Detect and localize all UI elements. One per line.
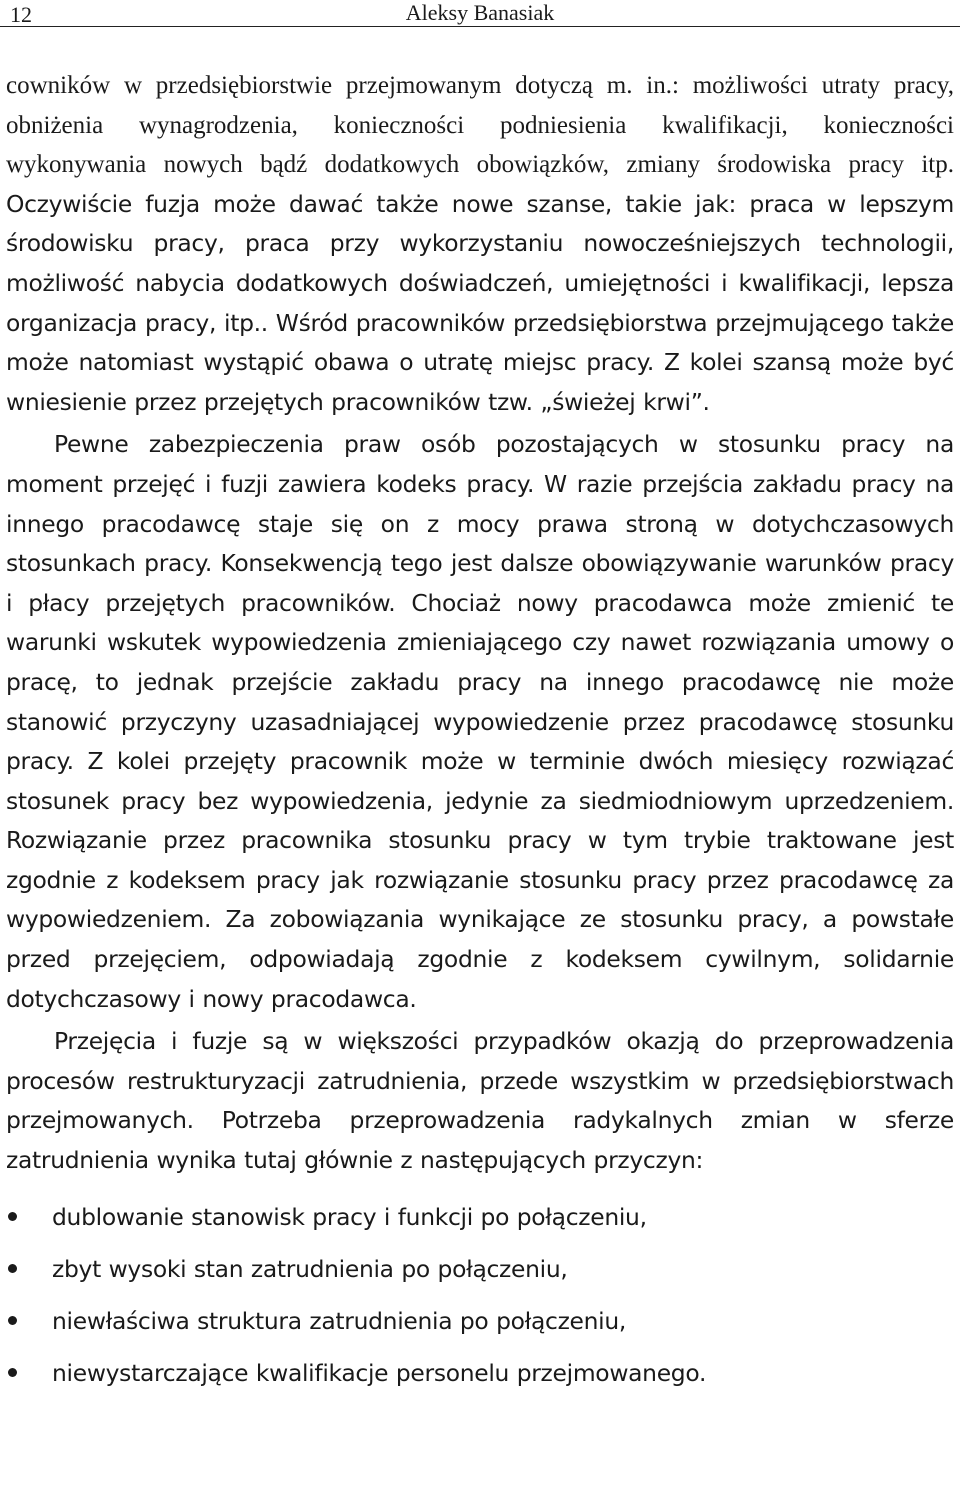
list-item-text: zbyt wysoki stan zatrudnienia po połączeniu,: [52, 1254, 568, 1283]
bullet-dot-icon: [8, 1368, 17, 1377]
list-item-text: niewystarczające kwalifikacje personelu przejmowanego.: [52, 1358, 707, 1387]
paragraph-1: [6, 66, 954, 422]
running-header-author: Aleksy Banasiak: [405, 0, 555, 25]
list-item: [6, 1295, 954, 1347]
list-item-text: niewłaściwa struktura zatrudnienia po połączeniu,: [52, 1306, 627, 1335]
paragraph-2: Pewne zabezpieczenia praw osób pozostających w stosunku pracy na moment przejęć i fuzji zawiera kodeks pracy. W razie przejścia zakładu pracy na innego pracodawcę staje się on z mocy prawa stroną w dotychczasowych stosunkach pracy. Konsekwencją tego jest dalsze obowiązywanie warunków pracy i płacy przejętych pracowników. Chociaż nowy pracodawca może zmienić te warunki wskutek wypowiedzenia zmieniającego czy nawet rozwiązania umowy o pracę, to jednak przejście zakładu pracy na innego pracodawcę nie może stanowić przyczyny uzasadniającej wypowiedzenie przez pracodawcę stosunku pracy. Z kolei przejęty pracownik może w terminie dwóch miesięcy rozwiązać stosunek pracy bez wypowiedzenia, jedynie za siedmiodniowym uprzedzeniem. Rozwiązanie przez pracownika stosunku pracy w tym trybie traktowane jest zgodnie z kodeksem pracy jak rozwiązanie stosunku pracy przez pracodawcę za wypowiedzeniem. Za zobowiązania wynikające ze stosunku pracy, a powstałe przed przejęciem, odpowiadają zgodnie z kodeksem cywilnym, solidarnie dotychczasowy i nowy pracodawca.: [6, 430, 954, 1013]
bullet-list: [6, 1191, 954, 1399]
bullet-dot-icon: [8, 1212, 17, 1221]
bullet-dot-icon: [8, 1316, 17, 1325]
running-header: [0, 0, 960, 27]
page-number: 12: [10, 2, 32, 27]
list-item: [6, 1243, 954, 1295]
paragraph-1-serif-text: cowników w przedsiębiorstwie przejmowanym dotyczą m. in.: możliwości utraty pracy, obniżenia wynagrodzenia, konieczności podniesienia kwalifikacji, konieczności wykonywania nowych bądź dodatkowych obowiązków, zmiany środowiska pracy itp.: [6, 72, 954, 179]
paragraph-3: Przejęcia i fuzje są w większości przypadków okazją do przeprowadzenia procesów restrukturyzacji zatrudnienia, przede wszystkim w przedsiębiorstwach przejmowanych. Potrzeba przeprowadzenia radykalnych zmian w sferze zatrudnienia wynika tutaj głównie z następujących przyczyn:: [6, 1027, 954, 1175]
list-item-text: dublowanie stanowisk pracy i funkcji po połączeniu,: [52, 1202, 647, 1231]
bullet-dot-icon: [8, 1264, 17, 1273]
list-item: [6, 1191, 954, 1243]
paragraph-1-sans-text: Oczywiście fuzja może dawać także nowe szanse, takie jak: praca w lepszym środowisku pracy, praca przy wykorzystaniu nowocześniejszych technologii, możliwość nabycia dodatkowych doświadczeń, umiejętności i kwalifikacji, lepsza organizacja pracy, itp.. Wśród pracowników przedsiębiorstwa przejmującego także może natomiast wystąpić obawa o utratę miejsc pracy. Z kolei szansą może być wniesienie przez przejętych pracowników tzw. „świeżej krwi”.: [6, 189, 954, 416]
body-text: [6, 66, 954, 1399]
list-item: [6, 1347, 954, 1399]
